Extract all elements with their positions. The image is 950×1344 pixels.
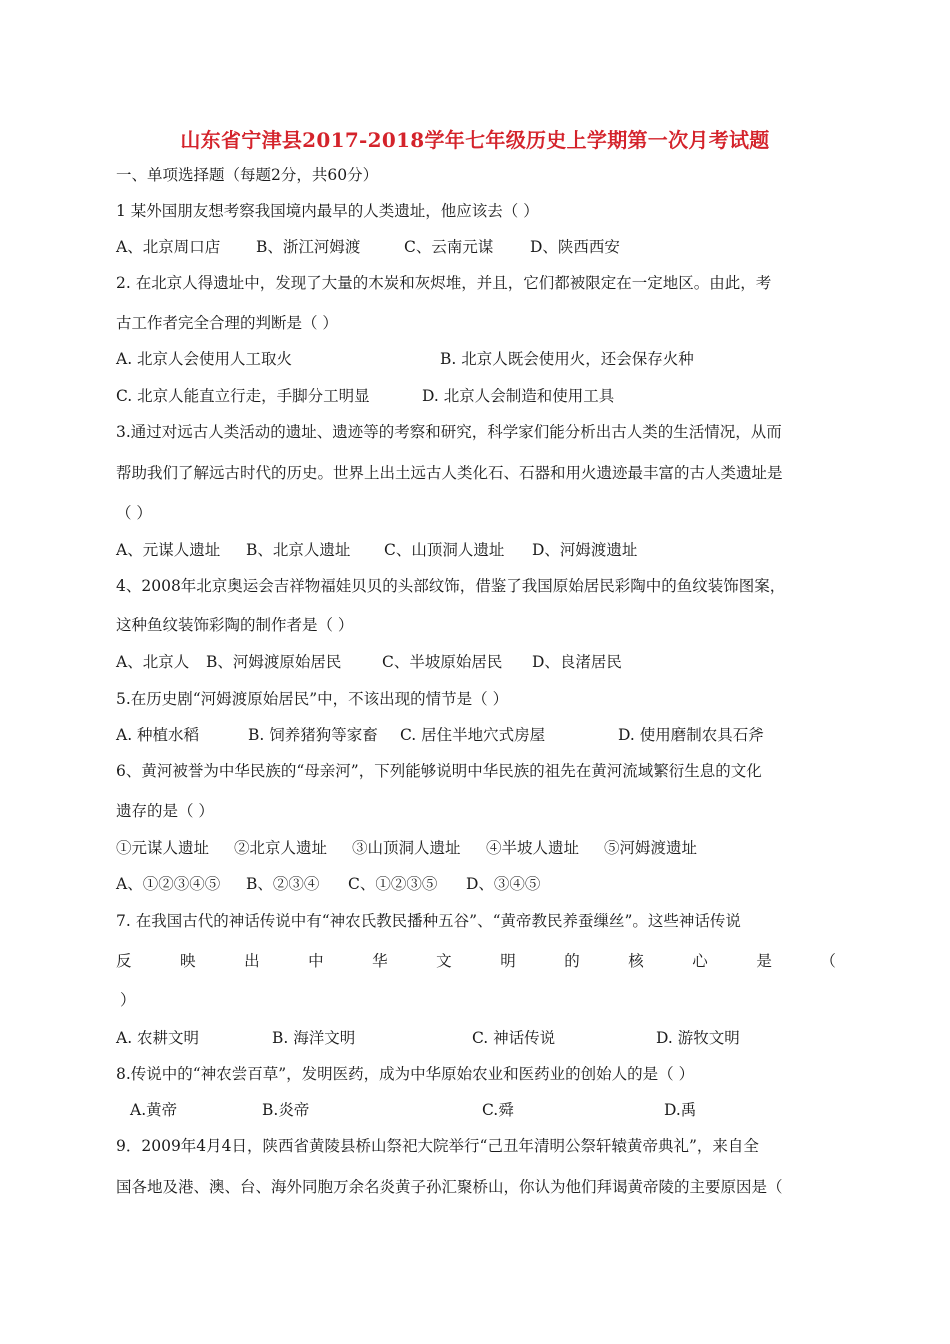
q2-option-d: D. 北京人会制造和使用工具 xyxy=(422,387,615,405)
question-2-stem-line1: 2. 在北京人得遗址中，发现了大量的木炭和灰烬堆，并且，它们都被限定在一定地区。由此，考 xyxy=(116,274,772,292)
page-title: 山东省宁津县2017-2018学年七年级历史上学期第一次月考试题 xyxy=(180,128,770,152)
q7-option-a: A. 农耕文明 xyxy=(116,1029,200,1047)
question-1-stem: 1 某外国朋友想考察我国境内最早的人类遗址，他应该去（ ） xyxy=(116,202,539,220)
question-5-stem: 5.在历史剧“河姆渡原始居民”中，不该出现的情节是（ ） xyxy=(116,690,509,708)
q6-item-1: ①元谋人遗址 xyxy=(116,839,210,857)
q2-option-a: A. 北京人会使用人工取火 xyxy=(116,350,293,368)
q3-option-a: A、元谋人遗址 xyxy=(116,541,221,559)
q7-char: 心 xyxy=(692,952,708,970)
question-6-stem-line2: 遗存的是（ ） xyxy=(116,802,214,820)
q4-option-d: D、良渚居民 xyxy=(532,653,622,671)
q8-option-a: A.黄帝 xyxy=(130,1101,178,1119)
q7-option-d: D. 游牧文明 xyxy=(656,1029,740,1047)
q2-option-c: C. 北京人能直立行走，手脚分工明显 xyxy=(116,387,370,405)
question-4-stem-line1: 4、2008年北京奥运会吉祥物福娃贝贝的头部纹饰，借鉴了我国原始居民彩陶中的鱼纹装饰图案， xyxy=(116,577,786,595)
q5-option-b: B. 饲养猪狗等家畜 xyxy=(248,726,378,744)
q7-char: 出 xyxy=(244,952,260,970)
question-7-stem-line2 xyxy=(116,950,836,972)
q7-char: 文 xyxy=(436,952,452,970)
question-2-stem-line2: 古工作者完全合理的判断是（ ） xyxy=(116,314,338,332)
q7-char: 映 xyxy=(180,952,196,970)
q4-option-c: C、半坡原始居民 xyxy=(382,653,503,671)
q7-char: 中 xyxy=(308,952,324,970)
q4-option-a: A、北京人 xyxy=(116,653,190,671)
q8-option-c: C.舜 xyxy=(482,1101,514,1119)
q5-option-a: A. 种植水稻 xyxy=(116,726,200,744)
question-9-stem-line1: 9．2009年4月4日，陕西省黄陵县桥山祭祀大院举行“己丑年清明公祭轩辕黄帝典礼”，来自全 xyxy=(116,1137,759,1155)
question-7-stem-line3: ） xyxy=(120,991,136,1009)
q7-char: 反 xyxy=(116,952,132,970)
q5-option-d: D. 使用磨制农具石斧 xyxy=(618,726,764,744)
q7-char: 核 xyxy=(628,952,644,970)
question-9-stem-line2: 国各地及港、澳、台、海外同胞万余名炎黄子孙汇聚桥山，你认为他们拜谒黄帝陵的主要原因是（ xyxy=(116,1178,783,1196)
question-6-stem-line1: 6、黄河被誉为中华民族的“母亲河”，下列能够说明中华民族的祖先在黄河流域繁衍生息的文化 xyxy=(116,762,762,780)
q1-option-c: C、云南元谋 xyxy=(404,238,494,256)
q7-char: 明 xyxy=(500,952,516,970)
question-3-stem-line1: 3.通过对远古人类活动的遗址、遗迹等的考察和研究，科学家们能分析出古人类的生活情况，从而 xyxy=(116,423,782,441)
q6-option-c: C、①②③⑤ xyxy=(348,875,438,893)
q7-char: 是 xyxy=(756,952,772,970)
q6-item-3: ③山顶洞人遗址 xyxy=(352,839,461,857)
q1-option-d: D、陕西西安 xyxy=(530,238,620,256)
q6-item-2: ②北京人遗址 xyxy=(234,839,328,857)
q2-option-b: B. 北京人既会使用火，还会保存火种 xyxy=(440,350,694,368)
q4-option-b: B、河姆渡原始居民 xyxy=(206,653,342,671)
q1-option-b: B、浙江河姆渡 xyxy=(256,238,361,256)
q7-option-c: C. 神话传说 xyxy=(472,1029,556,1047)
q3-option-d: D、河姆渡遗址 xyxy=(532,541,638,559)
q7-char: 的 xyxy=(564,952,580,970)
q5-option-c: C. 居住半地穴式房屋 xyxy=(400,726,546,744)
q6-item-4: ④半坡人遗址 xyxy=(486,839,580,857)
q7-option-b: B. 海洋文明 xyxy=(272,1029,356,1047)
q6-option-d: D、③④⑤ xyxy=(466,875,541,893)
question-8-stem: 8.传说中的“神农尝百草”，发明医药，成为中华原始农业和医药业的创始人的是（ ） xyxy=(116,1065,695,1083)
q8-option-b: B.炎帝 xyxy=(262,1101,310,1119)
q3-option-b: B、北京人遗址 xyxy=(246,541,351,559)
q7-char: （ xyxy=(820,952,836,970)
q8-option-d: D.禹 xyxy=(664,1101,697,1119)
section-heading: 一、单项选择题（每题2分，共60分） xyxy=(116,166,379,184)
q1-option-a: A、北京周口店 xyxy=(116,238,221,256)
q6-item-5: ⑤河姆渡遗址 xyxy=(604,839,698,857)
question-3-stem-line2: 帮助我们了解远古时代的历史。世界上出土远古人类化石、石器和用火遗迹最丰富的古人类遗址是 xyxy=(116,464,783,482)
question-4-stem-line2: 这种鱼纹装饰彩陶的制作者是（ ） xyxy=(116,616,354,634)
q7-char: 华 xyxy=(372,952,388,970)
q6-option-b: B、②③④ xyxy=(246,875,320,893)
question-7-stem-line1: 7. 在我国古代的神话传说中有“神农氏教民播种五谷”、“黄帝教民养蚕缫丝”。这些神话传说 xyxy=(116,912,741,930)
question-3-stem-line3: （ ） xyxy=(116,504,152,522)
q3-option-c: C、山顶洞人遗址 xyxy=(384,541,505,559)
q6-option-a: A、①②③④⑤ xyxy=(116,875,221,893)
